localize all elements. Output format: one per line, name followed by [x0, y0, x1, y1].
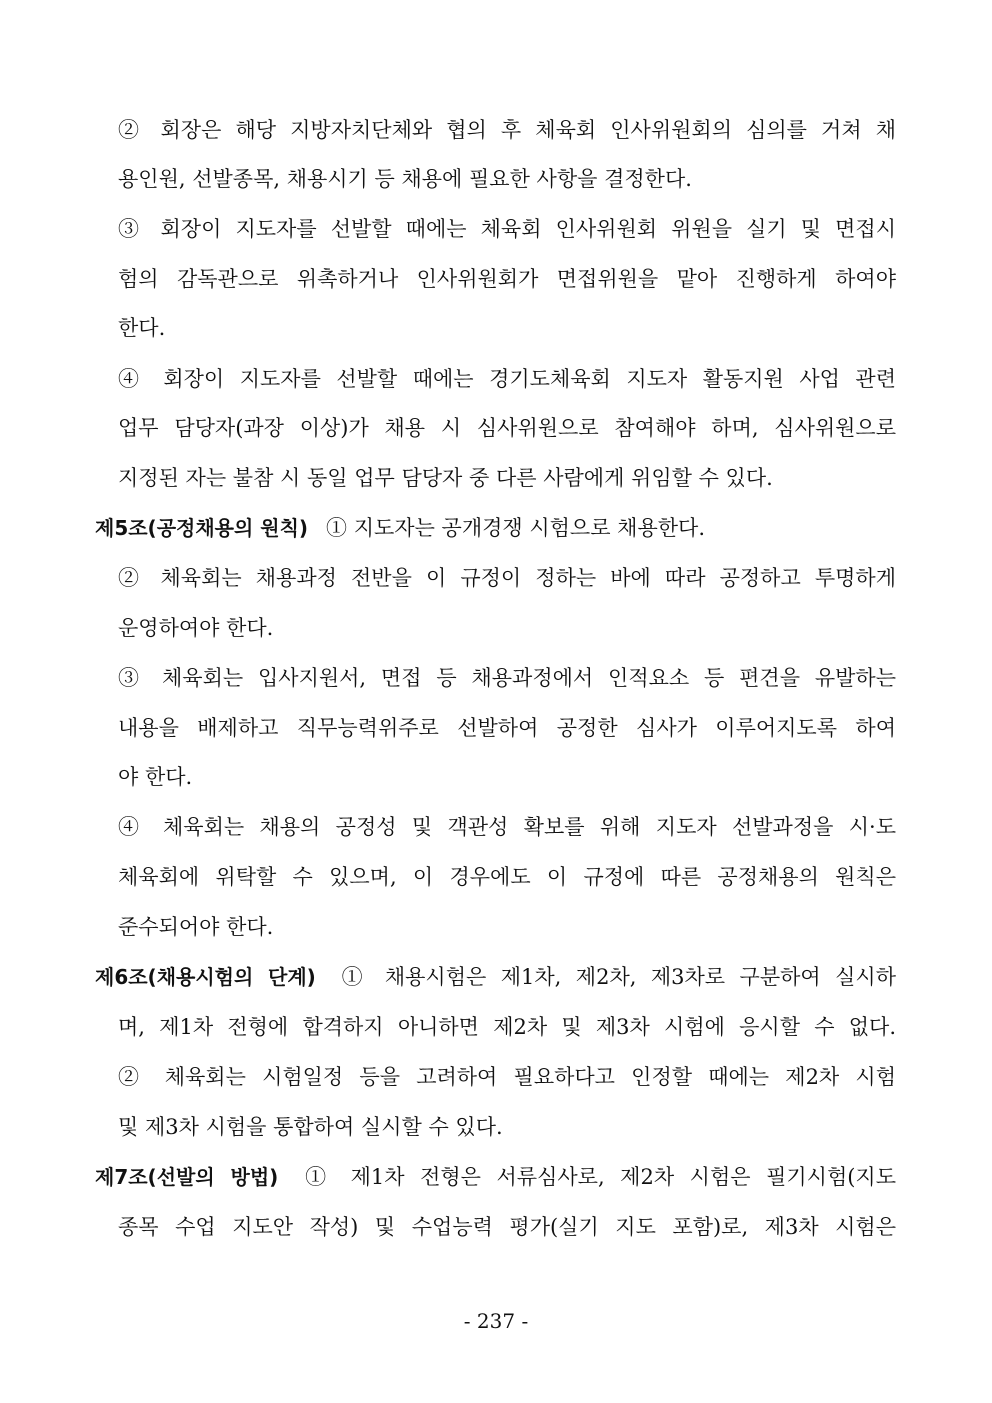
paragraph-line: 지정된 자는 불참 시 동일 업무 담당자 중 다른 사람에게 위임할 수 있다. — [118, 466, 773, 490]
article-7-text: ① 제1차 전형은 서류심사로, 제2차 시험은 필기시험(지도 — [296, 1165, 896, 1189]
paragraph-line: 업무 담당자(과장 이상)가 채용 시 심사위원으로 참여해야 하며, 심사위원으로 — [118, 416, 896, 440]
paragraph-line: ② 회장은 해당 지방자치단체와 협의 후 체육회 인사위원회의 심의를 거쳐 채 — [118, 118, 896, 142]
paragraph-line: 준수되어야 한다. — [118, 915, 274, 939]
paragraph-line: ③ 체육회는 입사지원서, 면접 등 채용과정에서 인적요소 등 편견을 유발하는 — [118, 666, 896, 690]
paragraph-line: 야 한다. — [118, 765, 193, 789]
paragraph-line: ② 체육회는 채용과정 전반을 이 규정이 정하는 바에 따라 공정하고 투명하게 — [118, 566, 896, 590]
paragraph-line: ④ 회장이 지도자를 선발할 때에는 경기도체육회 지도자 활동지원 사업 관련 — [118, 367, 896, 391]
article-7-title: 제7조(선발의 방법) — [95, 1165, 279, 1189]
article-5-first-line — [95, 513, 896, 543]
paragraph-line: 체육회에 위탁할 수 있으며, 이 경우에도 이 규정에 따른 공정채용의 원칙은 — [118, 865, 896, 889]
paragraph-line: 용인원, 선발종목, 채용시기 등 채용에 필요한 사항을 결정한다. — [118, 167, 692, 191]
article-6-title: 제6조(채용시험의 단계) — [95, 965, 316, 989]
paragraph-line: 내용을 배제하고 직무능력위주로 선발하여 공정한 심사가 이루어지도록 하여 — [118, 716, 896, 740]
paragraph-line: 한다. — [118, 316, 166, 340]
paragraph-line: 며, 제1차 전형에 합격하지 아니하면 제2차 및 제3차 시험에 응시할 수 없다. — [118, 1015, 896, 1039]
paragraph-line: ③ 회장이 지도자를 선발할 때에는 체육회 인사위원회 위원을 실기 및 면접시 — [118, 217, 896, 241]
paragraph-line: ④ 체육회는 채용의 공정성 및 객관성 확보를 위해 지도자 선발과정을 시·도 — [118, 815, 896, 839]
article-5-text: ① 지도자는 공개경쟁 시험으로 채용한다. — [326, 516, 705, 540]
paragraph-line: 종목 수업 지도안 작성) 및 수업능력 평가(실기 지도 포함)로, 제3차 시험은 — [118, 1215, 896, 1239]
paragraph-line: 험의 감독관으로 위촉하거나 인사위원회가 면접위원을 맡아 진행하게 하여야 — [118, 267, 896, 291]
article-6-first-line — [95, 962, 896, 992]
paragraph-line: 및 제3차 시험을 통합하여 실시할 수 있다. — [118, 1115, 503, 1139]
article-6-text: ① 채용시험은 제1차, 제2차, 제3차로 구분하여 실시하 — [333, 965, 896, 989]
paragraph-line: 운영하여야 한다. — [118, 616, 274, 640]
article-5-title: 제5조(공정채용의 원칙) — [95, 516, 309, 540]
page-number: - 237 - — [463, 1309, 529, 1333]
article-7-first-line — [95, 1162, 896, 1192]
paragraph-line: ② 체육회는 시험일정 등을 고려하여 필요하다고 인정할 때에는 제2차 시험 — [118, 1065, 896, 1089]
